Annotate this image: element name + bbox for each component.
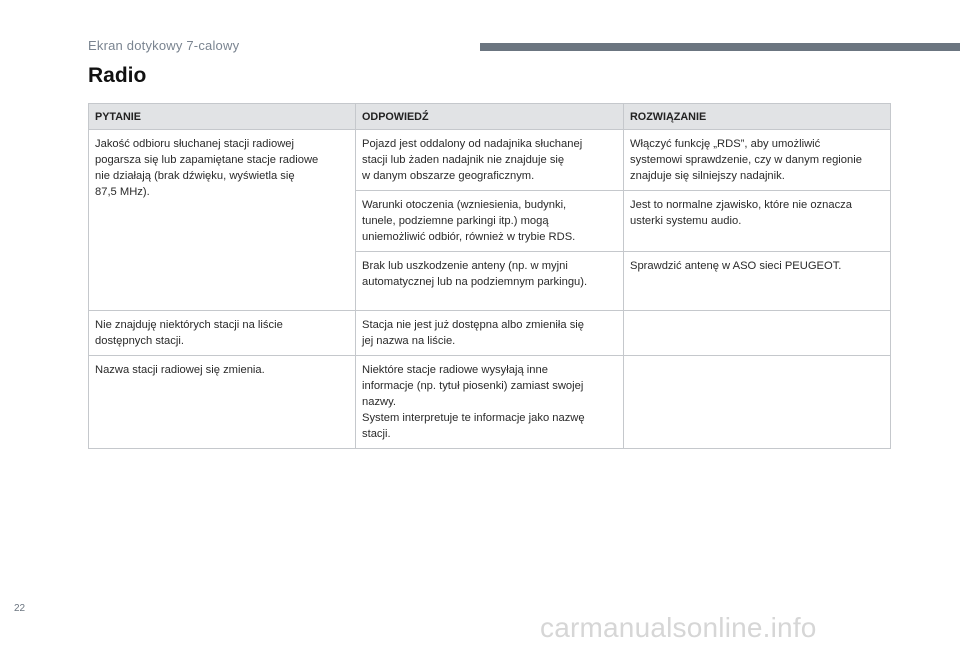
table-row bbox=[89, 311, 891, 356]
solution-text: Włączyć funkcję „RDS”, aby umożliwić systemowi sprawdzenie, czy w danym regionie znajduje się silniejszy nadajnik. bbox=[630, 138, 862, 182]
table-row bbox=[89, 356, 891, 449]
solution-text: Jest to normalne zjawisko, które nie oznacza usterki systemu audio. bbox=[630, 199, 852, 227]
question-cell bbox=[89, 130, 356, 311]
answer-cell bbox=[356, 191, 624, 252]
answer-cell bbox=[356, 356, 624, 449]
answer-text: Stacja nie jest już dostępna albo zmieniła się jej nazwa na liście. bbox=[362, 319, 585, 347]
solution-cell bbox=[624, 356, 891, 449]
header-bar bbox=[480, 43, 960, 51]
solution-cell bbox=[624, 130, 891, 191]
column-header-question: PYTANIE bbox=[89, 104, 356, 130]
answer-text: Warunki otoczenia (wzniesienia, budynki, tunele, podziemne parkingi itp.) mogą uniemożliwić odbiór, również w trybie RDS. bbox=[362, 199, 576, 243]
answer-text: Brak lub uszkodzenie anteny (np. w myjni automatycznej lub na podziemnym parkingu). bbox=[362, 260, 588, 288]
answer-cell bbox=[356, 130, 624, 191]
answer-text: Pojazd jest oddalony od nadajnika słuchanej stacji lub żaden nadajnik nie znajduje się w danym obszarze geograficznym. bbox=[362, 138, 583, 182]
column-header-answer: ODPOWIEDŹ bbox=[356, 104, 624, 130]
solution-cell bbox=[624, 252, 891, 311]
page-title: Radio bbox=[88, 64, 147, 87]
solution-cell bbox=[624, 191, 891, 252]
solution-cell bbox=[624, 311, 891, 356]
answer-cell bbox=[356, 311, 624, 356]
watermark: carmanualsonline.info bbox=[540, 612, 817, 643]
table-row bbox=[89, 130, 891, 191]
question-text: Nie znajduję niektórych stacji na liście dostępnych stacji. bbox=[95, 319, 283, 347]
answer-text: Niektóre stacje radiowe wysyłają inne informacje (np. tytuł piosenki) zamiast swojej nazwy. System interpretuje te informacje jako nazwę stacji. bbox=[362, 364, 585, 440]
solution-text: Sprawdzić antenę w ASO sieci PEUGEOT. bbox=[630, 260, 842, 272]
question-cell bbox=[89, 356, 356, 449]
column-header-solution: ROZWIĄZANIE bbox=[624, 104, 891, 130]
answer-cell bbox=[356, 252, 624, 311]
page-number: 22 bbox=[14, 603, 26, 614]
table-header-row bbox=[89, 104, 891, 130]
question-text: Jakość odbioru słuchanej stacji radiowej pogarsza się lub zapamiętane stacje radiowe nie działają (brak dźwięku, wyświetla się 87,5 MHz). bbox=[95, 138, 319, 198]
question-cell bbox=[89, 311, 356, 356]
section-label: Ekran dotykowy 7-calowy bbox=[88, 38, 240, 53]
faq-table bbox=[88, 103, 891, 449]
question-text: Nazwa stacji radiowej się zmienia. bbox=[95, 364, 265, 376]
